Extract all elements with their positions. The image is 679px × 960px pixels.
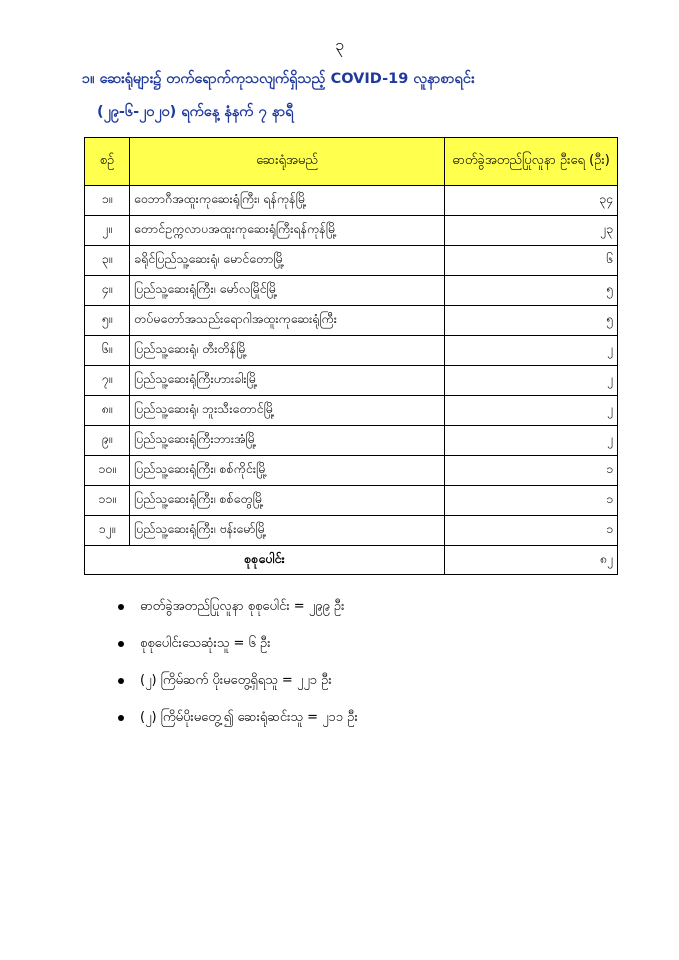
table-row (85, 396, 618, 426)
summary-note-text: စုစုပေါင်းသေဆုံးသူ = ၆ ဦး (140, 636, 271, 651)
row-hospital-name: ပြည်သူ့ဆေးရုံကြီး၊ ဗန်းမော်မြို့ (130, 516, 445, 546)
row-hospital-name: ပြည်သူ့ဆေးရုံကြီး၊ စစ်တွေမြို့ (130, 486, 445, 516)
table-row (85, 426, 618, 456)
total-row (85, 546, 618, 575)
page-number: ၃ (335, 35, 344, 54)
row-serial: ၃။ (85, 246, 130, 276)
total-count: ၈၂ (445, 546, 618, 575)
row-serial: ၅။ (85, 306, 130, 336)
summary-note-text: ဓာတ်ခွဲအတည်ပြုလူနာ စုစုပေါင်း = ၂၉၉ ဦး (140, 599, 345, 614)
row-hospital-name: ပြည်သူ့ဆေးရုံကြီး၊ မော်လမြိုင်မြို့ (130, 276, 445, 306)
summary-note-text: (၂) ကြိမ်ဆက် ပိုးမတွေ့ရှိရသူ = ၂၂၁ ဦး (140, 673, 332, 688)
header-serial: စဉ် (85, 138, 130, 186)
patients-table (84, 137, 618, 575)
row-serial: ၁၀။ (85, 456, 130, 486)
row-serial: ၇။ (85, 366, 130, 396)
summary-note-text: (၂) ကြိမ်ပိုးမတွေ့၍ ဆေးရုံဆင်းသူ = ၂၁၁ ဦး (140, 710, 358, 725)
table-row (85, 186, 618, 216)
row-hospital-name: ပြည်သူ့ဆေးရုံကြီး၊ စစ်ကိုင်းမြို့ (130, 456, 445, 486)
summary-note (118, 670, 358, 707)
row-hospital-name: ပြည်သူ့ဆေးရုံ၊ ဘူးသီးတောင်မြို့ (130, 396, 445, 426)
row-serial: ၉။ (85, 426, 130, 456)
row-confirmed-count: ၂ (445, 426, 618, 456)
table-row (85, 276, 618, 306)
row-hospital-name: ခရိုင်ပြည်သူ့ဆေးရုံ၊ မောင်တောမြို့ (130, 246, 445, 276)
bullet-icon (118, 715, 124, 721)
row-hospital-name: ပြည်သူ့ဆေးရုံကြီးဟားခါးမြို့ (130, 366, 445, 396)
table-row (85, 216, 618, 246)
report-date: (၂၉-၆-၂၀၂၀) ရက်နေ့ နံနက် ၇ နာရီ (97, 104, 294, 120)
row-confirmed-count: ၁ (445, 516, 618, 546)
row-serial: ၂။ (85, 216, 130, 246)
summary-note (118, 707, 358, 744)
row-serial: ၁။ (85, 186, 130, 216)
row-confirmed-count: ၁ (445, 456, 618, 486)
table-row (85, 336, 618, 366)
row-confirmed-count: ၂ (445, 336, 618, 366)
row-confirmed-count: ၆ (445, 246, 618, 276)
report-title: ၁။ ဆေးရုံများ၌ တက်ရောက်ကုသလျက်ရှိသည့် COVID-19 လူနာစာရင်း (82, 71, 475, 87)
row-serial: ၁၁။ (85, 486, 130, 516)
row-hospital-name: ပြည်သူ့ဆေးရုံကြီးဘားအံမြို့ (130, 426, 445, 456)
row-hospital-name: ဝေဘာဂီအထူးကုဆေးရုံကြီး၊ ရန်ကုန်မြို့ (130, 186, 445, 216)
table-row (85, 486, 618, 516)
table-header-row (85, 138, 618, 186)
row-serial: ၁၂။ (85, 516, 130, 546)
header-hospital: ဆေးရုံအမည် (130, 138, 445, 186)
table-row (85, 456, 618, 486)
row-hospital-name: တပ်မတော်အသည်းရောဂါအထူးကုဆေးရုံကြီး (130, 306, 445, 336)
table-row (85, 516, 618, 546)
row-confirmed-count: ၅ (445, 306, 618, 336)
summary-note (118, 596, 358, 633)
table-row (85, 246, 618, 276)
header-confirmed-count: ဓာတ်ခွဲအတည်ပြုလူနာ ဦးရေ (ဦး) (445, 138, 618, 186)
summary-notes (118, 596, 358, 744)
row-hospital-name: တောင်ဥက္ကလာပအထူးကုဆေးရုံကြီးရန်ကုန်မြို့ (130, 216, 445, 246)
row-serial: ၄။ (85, 276, 130, 306)
bullet-icon (118, 641, 124, 647)
row-confirmed-count: ၁ (445, 486, 618, 516)
row-confirmed-count: ၅ (445, 276, 618, 306)
row-confirmed-count: ၂ (445, 396, 618, 426)
row-serial: ၈။ (85, 396, 130, 426)
bullet-icon (118, 678, 124, 684)
summary-note (118, 633, 358, 670)
table-body (85, 186, 618, 546)
total-label: စုစုပေါင်း (85, 546, 445, 575)
table-row (85, 366, 618, 396)
table-row (85, 306, 618, 336)
bullet-icon (118, 604, 124, 610)
row-serial: ၆။ (85, 336, 130, 366)
row-confirmed-count: ၃၄ (445, 186, 618, 216)
row-hospital-name: ပြည်သူ့ဆေးရုံ၊ တီးတိန်မြို့ (130, 336, 445, 366)
row-confirmed-count: ၂ (445, 366, 618, 396)
row-confirmed-count: ၂၃ (445, 216, 618, 246)
